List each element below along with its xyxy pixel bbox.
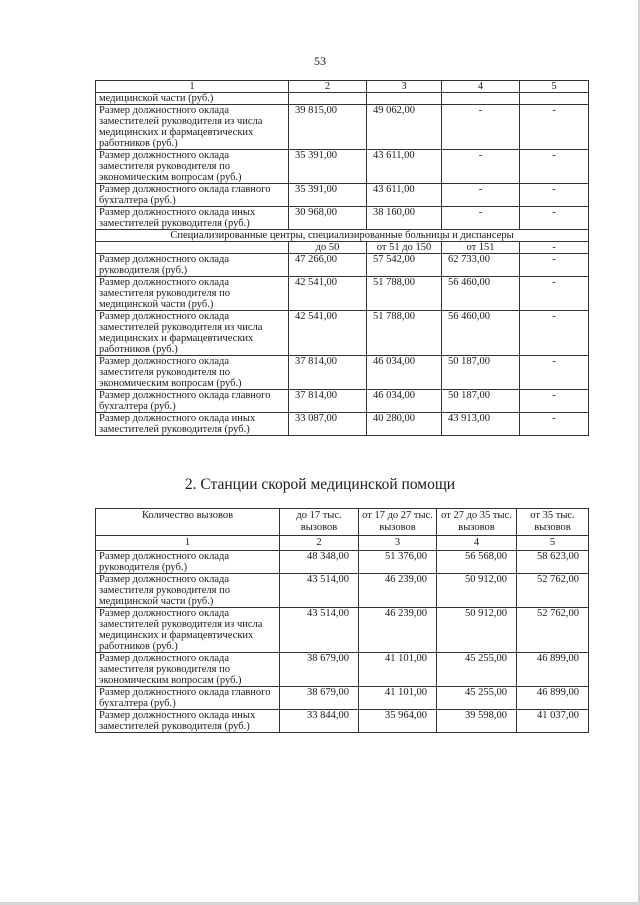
cell-value: 52 762,00: [517, 574, 589, 608]
cell-value: 42 541,00: [289, 277, 367, 311]
cell-value: 46 239,00: [359, 608, 437, 653]
table-header-row: [96, 81, 589, 93]
cell-value: [289, 93, 367, 105]
cell-value: 51 788,00: [367, 277, 442, 311]
table-row: [96, 551, 589, 574]
row-label: Размер должностного оклада заместителей руководителя из числа медицинских и фармацевтических работников (руб.): [96, 311, 289, 356]
cell-value: 46 899,00: [517, 653, 589, 687]
cell-value: 46 034,00: [367, 390, 442, 413]
cell-value: 46 034,00: [367, 356, 442, 390]
cell-value: 35 391,00: [289, 184, 367, 207]
cell-value: 48 348,00: [280, 551, 359, 574]
row-label: Размер должностного оклада заместителя руководителя по экономическим вопросам (руб.): [96, 150, 289, 184]
cell-value: 43 514,00: [280, 608, 359, 653]
table-row: [96, 653, 589, 687]
section-header-row: [96, 230, 589, 242]
cell-value: 39 598,00: [437, 710, 517, 733]
cell-value: 33 844,00: [280, 710, 359, 733]
table-row: [96, 574, 589, 608]
cell-value: 50 187,00: [442, 356, 520, 390]
column-number: 3: [359, 536, 437, 551]
range-label: от 51 до 150: [367, 242, 442, 254]
row-label: Размер должностного оклада заместителя руководителя по медицинской части (руб.): [96, 574, 280, 608]
row-label: Размер должностного оклада иных заместителей руководителя (руб.): [96, 207, 289, 230]
cell-value: 42 541,00: [289, 311, 367, 356]
range-label: до 50: [289, 242, 367, 254]
cell-value: 35 964,00: [359, 710, 437, 733]
cell-value: -: [520, 150, 589, 184]
cell-value: 49 062,00: [367, 105, 442, 150]
table-row: [96, 207, 589, 230]
table-row: [96, 413, 589, 436]
cell-value: -: [442, 150, 520, 184]
cell-value: 41 037,00: [517, 710, 589, 733]
table-row: [96, 254, 589, 277]
cell-value: 35 391,00: [289, 150, 367, 184]
column-number: 5: [517, 536, 589, 551]
cell-value: 56 568,00: [437, 551, 517, 574]
cell-value: 38 679,00: [280, 653, 359, 687]
cell-value: -: [520, 311, 589, 356]
cell-value: 41 101,00: [359, 687, 437, 710]
table-row: [96, 687, 589, 710]
row-label: Размер должностного оклада заместителя руководителя по экономическим вопросам (руб.): [96, 356, 289, 390]
cell-value: -: [520, 356, 589, 390]
table-row: [96, 608, 589, 653]
cell-value: 50 912,00: [437, 574, 517, 608]
row-label: Размер должностного оклада заместителей руководителя из числа медицинских и фармацевтических работников (руб.): [96, 608, 280, 653]
cell-value: [442, 93, 520, 105]
table-row: [96, 150, 589, 184]
cell-value: [520, 93, 589, 105]
row-label: Размер должностного оклада руководителя (руб.): [96, 551, 280, 574]
cell-value: -: [442, 184, 520, 207]
cell-value: 45 255,00: [437, 687, 517, 710]
range-label: -: [520, 242, 589, 254]
table-row: [96, 105, 589, 150]
cell-value: 43 611,00: [367, 184, 442, 207]
table-row: [96, 356, 589, 390]
range-label: от 151: [442, 242, 520, 254]
cell-value: 50 912,00: [437, 608, 517, 653]
cell-value: 50 187,00: [442, 390, 520, 413]
cell-value: 57 542,00: [367, 254, 442, 277]
row-label: Размер должностного оклада заместителя руководителя по экономическим вопросам (руб.): [96, 653, 280, 687]
column-number: 4: [437, 536, 517, 551]
row-label: Размер должностного оклада главного бухгалтера (руб.): [96, 390, 289, 413]
row-label: медицинской части (руб.): [96, 93, 289, 105]
cell-value: 51 376,00: [359, 551, 437, 574]
table-row: [96, 311, 589, 356]
cell-value: 45 255,00: [437, 653, 517, 687]
cell-value: -: [520, 207, 589, 230]
cell-value: -: [520, 413, 589, 436]
cell-value: 58 623,00: [517, 551, 589, 574]
cell-value: 40 280,00: [367, 413, 442, 436]
row-label: Размер должностного оклада заместителя руководителя по медицинской части (руб.): [96, 277, 289, 311]
cell-value: 56 460,00: [442, 311, 520, 356]
table-row: [96, 277, 589, 311]
column-number: 2: [280, 536, 359, 551]
cell-value: 47 266,00: [289, 254, 367, 277]
cell-value: 46 239,00: [359, 574, 437, 608]
cell-value: 46 899,00: [517, 687, 589, 710]
cell-value: 37 814,00: [289, 390, 367, 413]
cell-value: 43 913,00: [442, 413, 520, 436]
cell-value: 39 815,00: [289, 105, 367, 150]
column-number: 5: [520, 81, 589, 93]
column-number-row: [96, 536, 589, 551]
section-heading: 2. Станции скорой медицинской помощи: [184, 476, 456, 493]
column-number: 1: [96, 81, 289, 93]
table-row: [96, 710, 589, 733]
table-header-row: [96, 509, 589, 536]
cell-value: 43 514,00: [280, 574, 359, 608]
cell-value: 37 814,00: [289, 356, 367, 390]
column-header: Количество вызовов: [96, 509, 280, 536]
cell-value: 30 968,00: [289, 207, 367, 230]
row-label: Размер должностного оклада заместителей руководителя из числа медицинских и фармацевтических работников (руб.): [96, 105, 289, 150]
cell-value: [367, 93, 442, 105]
empty-cell: [96, 242, 289, 254]
salary-table-ambulance: [95, 508, 589, 733]
table-row: [96, 390, 589, 413]
range-row: [96, 242, 589, 254]
section-title: Специализированные центры, специализированные больницы и диспансеры: [96, 230, 589, 242]
cell-value: -: [520, 105, 589, 150]
column-header: до 17 тыс. вызовов: [280, 509, 359, 536]
cell-value: 33 087,00: [289, 413, 367, 436]
cell-value: -: [520, 254, 589, 277]
row-label: Размер должностного оклада иных заместителей руководителя (руб.): [96, 710, 280, 733]
row-label: Размер должностного оклада главного бухгалтера (руб.): [96, 687, 280, 710]
column-header: от 35 тыс. вызовов: [517, 509, 589, 536]
column-number: 4: [442, 81, 520, 93]
column-number: 3: [367, 81, 442, 93]
cell-value: -: [520, 184, 589, 207]
salary-table-specialized: [95, 80, 589, 436]
cell-value: 38 679,00: [280, 687, 359, 710]
row-label: Размер должностного оклада руководителя (руб.): [96, 254, 289, 277]
cell-value: -: [442, 207, 520, 230]
page-number: 53: [314, 54, 326, 68]
cell-value: 62 733,00: [442, 254, 520, 277]
cell-value: 41 101,00: [359, 653, 437, 687]
cell-value: -: [520, 277, 589, 311]
row-label: Размер должностного оклада иных заместителей руководителя (руб.): [96, 413, 289, 436]
cell-value: -: [442, 105, 520, 150]
cell-value: 52 762,00: [517, 608, 589, 653]
table-row: [96, 93, 589, 105]
cell-value: -: [520, 390, 589, 413]
cell-value: 51 788,00: [367, 311, 442, 356]
column-number: 2: [289, 81, 367, 93]
cell-value: 43 611,00: [367, 150, 442, 184]
column-header: от 17 до 27 тыс. вызовов: [359, 509, 437, 536]
row-label: Размер должностного оклада главного бухгалтера (руб.): [96, 184, 289, 207]
cell-value: 56 460,00: [442, 277, 520, 311]
cell-value: 38 160,00: [367, 207, 442, 230]
column-number: 1: [96, 536, 280, 551]
table-row: [96, 184, 589, 207]
column-header: от 27 до 35 тыс. вызовов: [437, 509, 517, 536]
